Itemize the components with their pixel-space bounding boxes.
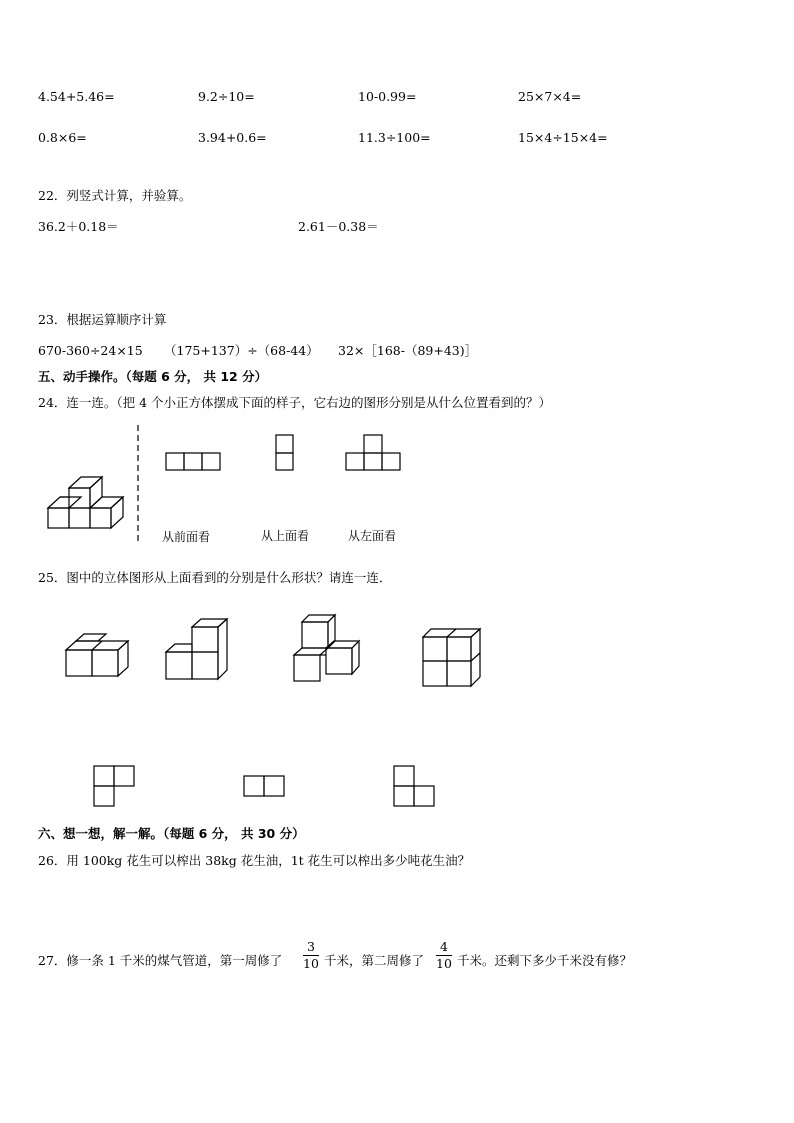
order-calc-item: 670-360÷24×15	[38, 343, 143, 358]
question-27-part2: 千米，第二周修了	[324, 953, 425, 968]
fraction-denominator: 10	[436, 956, 452, 971]
vertical-calc-item: 36.2＋0.18＝	[38, 219, 119, 234]
section-5-heading: 五、动手操作。（每题 6 分， 共 12 分）	[38, 369, 268, 384]
question-25-title: 25．图中的立体图形从上面看到的分别是什么形状？请连一连．	[38, 570, 392, 585]
calc-item: 9.2÷10=	[198, 89, 255, 104]
fraction-denominator: 10	[303, 956, 319, 971]
top-view-option-3	[394, 766, 434, 806]
view-label: 从前面看	[162, 530, 211, 544]
calc-item: 10-0.99=	[358, 89, 417, 104]
calc-item: 11.3÷100=	[358, 130, 431, 145]
solid-4-cubes-icon	[423, 629, 480, 686]
question-24-title: 24．连一连。（把 4 个小正方体摆成下面的样子，它右边的图形分别是从什么位置看到的？）	[38, 395, 552, 410]
fraction-three-tenths	[303, 940, 319, 971]
top-view-option-1	[94, 766, 134, 806]
calc-item: 4.54+5.46=	[38, 89, 115, 104]
question-27-part3: 千米。还剩下多少千米没有修？	[457, 953, 633, 968]
calc-item: 25×7×4=	[518, 89, 582, 104]
top-view-option-2	[244, 776, 284, 796]
vertical-calc-item: 2.61－0.38＝	[298, 219, 379, 234]
question-27-part1: 27．修一条 1 千米的煤气管道，第一周修了	[38, 953, 283, 968]
question-26-title: 26．用 100kg 花生可以榨出 38kg 花生油，1t 花生可以榨出多少吨花生油？	[38, 853, 471, 868]
solid-3-cubes-icon	[294, 615, 359, 681]
view-label: 从左面看	[348, 529, 397, 543]
fraction-four-tenths	[436, 940, 452, 971]
question-22-title: 22．列竖式计算，并验算。	[38, 188, 192, 203]
calc-item: 15×4÷15×4=	[518, 130, 608, 145]
solid-2-cubes-icon	[166, 619, 227, 679]
solid-1-cubes-icon	[66, 634, 128, 676]
calc-item: 0.8×6=	[38, 130, 87, 145]
view-label: 从上面看	[261, 529, 310, 543]
calc-item: 3.94+0.6=	[198, 130, 267, 145]
question-23-title: 23．根据运算顺序计算	[38, 312, 167, 327]
fraction-numerator: 4	[440, 939, 448, 954]
fraction-numerator: 3	[307, 939, 315, 954]
order-calc-item: （175+137）÷（68-44）	[164, 343, 319, 358]
section-6-heading: 六、想一想，解一解。（每题 6 分， 共 30 分）	[38, 826, 305, 841]
order-calc-item: 32×［168-（89+43)］	[338, 343, 478, 358]
